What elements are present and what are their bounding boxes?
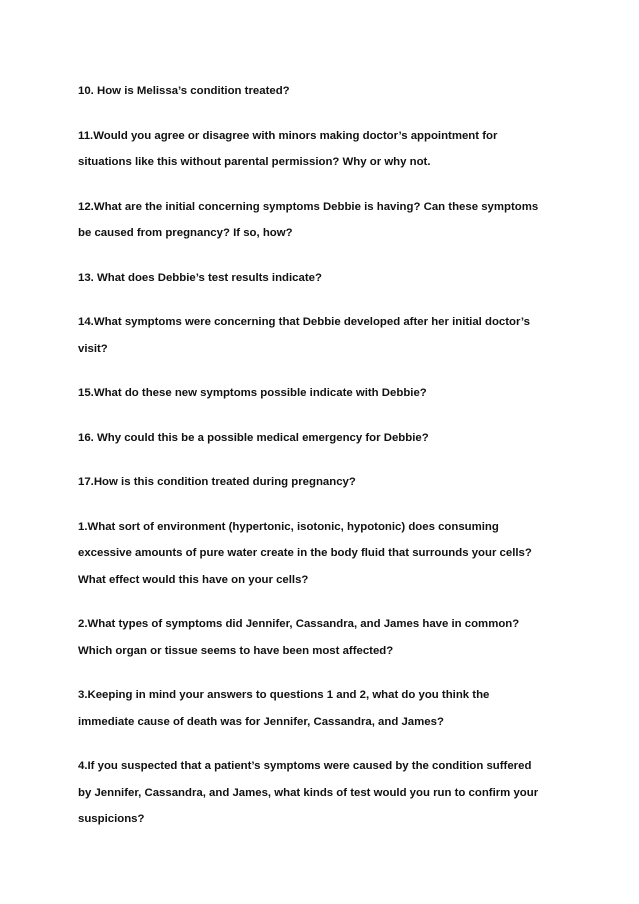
question-text-line: 16. Why could this be a possible medical emergency for Debbie? bbox=[78, 431, 429, 444]
question-text-line: suspicions? bbox=[78, 813, 145, 825]
question-text-line: 12.What are the initial concerning symptoms Debbie is having? Can these symptoms bbox=[78, 200, 539, 213]
question-text-line: What effect would this have on your cells? bbox=[78, 573, 309, 586]
question-text-line: 2.What types of symptoms did Jennifer, Cassandra, and James have in common? bbox=[78, 618, 520, 630]
question-item bbox=[78, 265, 560, 292]
question-item bbox=[78, 682, 560, 735]
question-item bbox=[78, 425, 560, 452]
question-item bbox=[78, 380, 560, 407]
question-item bbox=[78, 309, 560, 362]
question-text-line: 15.What do these new symptoms possible indicate with Debbie? bbox=[78, 387, 427, 399]
question-item bbox=[78, 194, 560, 247]
question-text-line: by Jennifer, Cassandra, and James, what kinds of test would you run to confirm your bbox=[78, 786, 539, 799]
question-text-line: 10. How is Melissa’s condition treated? bbox=[78, 85, 290, 97]
question-text-line: 4.If you suspected that a patient’s symptoms were caused by the condition suffered bbox=[78, 760, 532, 772]
question-text-line: be caused from pregnancy? If so, how? bbox=[78, 227, 293, 239]
question-list bbox=[78, 78, 560, 833]
question-text-line: excessive amounts of pure water create in the body fluid that surrounds your cells? bbox=[78, 547, 532, 559]
question-text-line: 3.Keeping in mind your answers to questions 1 and 2, what do you think the bbox=[78, 689, 490, 701]
question-text-line: immediate cause of death was for Jennifer, Cassandra, and James? bbox=[78, 715, 444, 728]
question-text-line: situations like this without parental permission? Why or why not. bbox=[78, 156, 431, 168]
question-text-line: 13. What does Debbie’s test results indicate? bbox=[78, 271, 322, 284]
question-text-line: 1.What sort of environment (hypertonic, isotonic, hypotonic) does consuming bbox=[78, 520, 499, 533]
question-item bbox=[78, 611, 560, 664]
question-text-line: visit? bbox=[78, 342, 108, 355]
question-text-line: Which organ or tissue seems to have been most affected? bbox=[78, 644, 394, 657]
question-item bbox=[78, 514, 560, 594]
question-item bbox=[78, 123, 560, 176]
question-text-line: 11.Would you agree or disagree with minors making doctor’s appointment for bbox=[78, 129, 498, 142]
question-item bbox=[78, 753, 560, 833]
question-text-line: 14.What symptoms were concerning that Debbie developed after her initial doctor’s bbox=[78, 316, 530, 328]
question-text-line: 17.How is this condition treated during pregnancy? bbox=[78, 476, 356, 488]
question-item bbox=[78, 78, 560, 105]
question-item bbox=[78, 469, 560, 496]
